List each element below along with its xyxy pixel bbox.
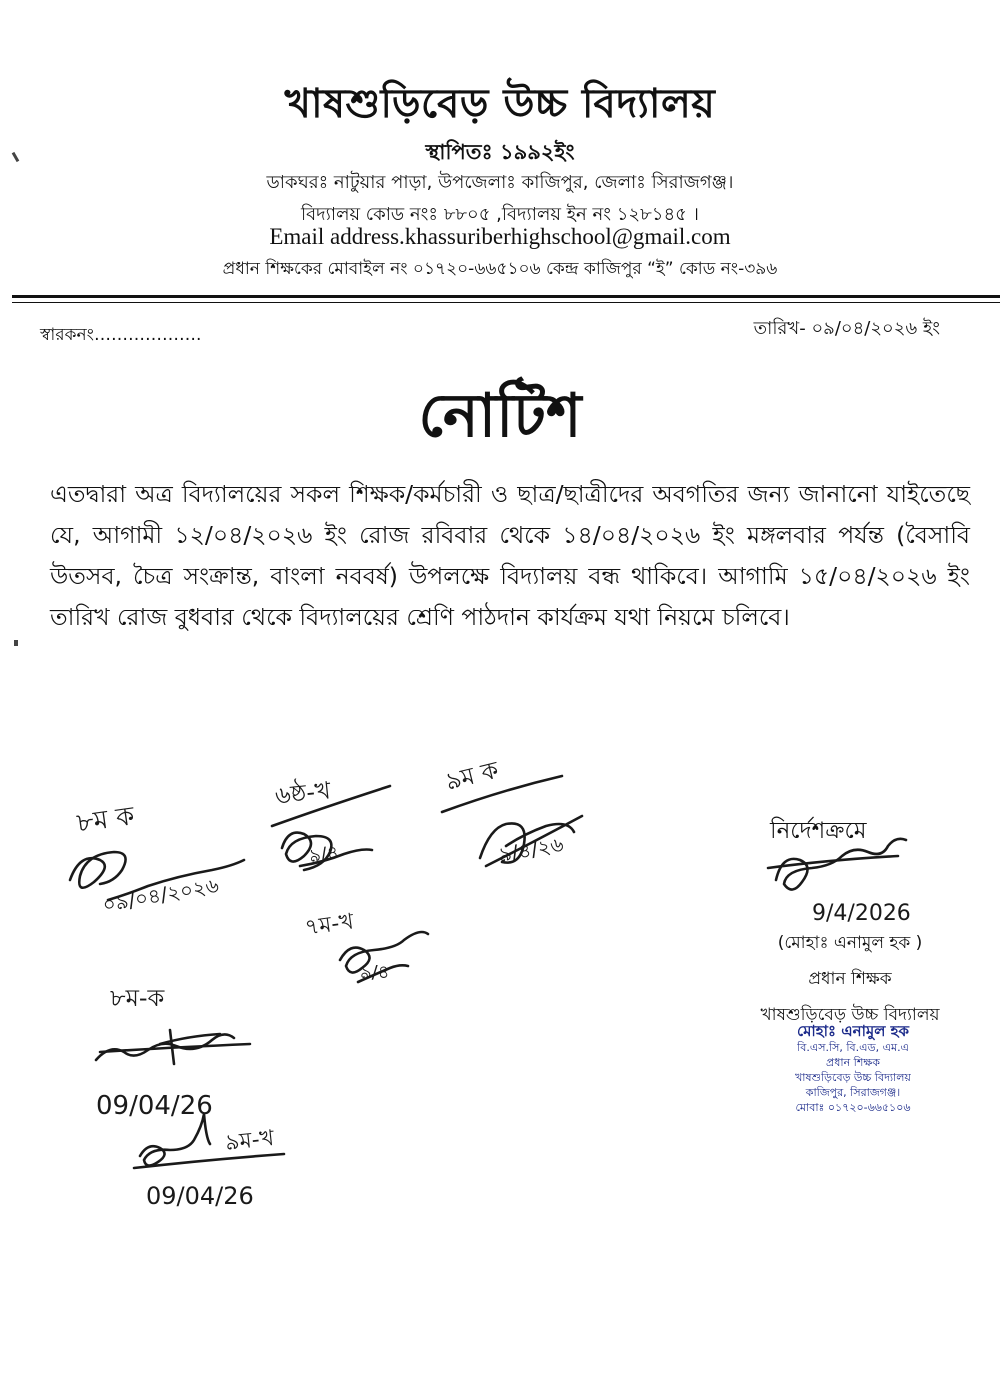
headmaster-signature <box>768 839 911 926</box>
handwritten-note-4: ৭ম-খ <box>303 909 356 941</box>
established-year: স্থাপিতঃ ১৯৯২ইং <box>425 140 575 164</box>
svg-text:৯/৪/২৬: ৯/৪/২৬ <box>496 831 566 867</box>
notice-body: এতদ্বারা অত্র বিদ্যালয়ের সকল শিক্ষক/কর্মচারী ও ছাত্র/ছাত্রীদের অবগতির জন্য জানানো যাইতেছে যে, আগামী ১২/০৪/২০২৬ ইং রোজ রবিবার থেকে ১৪/০৪/২০২৬ ইং মঙ্গলবার পর্যন্ত (বৈসাবি উতসব, চৈত্র সংক্রান্ত, বাংলা নববর্ষ) উপলক্ষে বিদ্যালয় বন্ধ থাকিবে। আগামি ১৫/০৪/২০২৬ ইং তারিখ রোজ বুধবার থেকে বিদ্যালয়ের শ্রেণি পাঠদান কার্যক্রম যথা নিয়মে চলিবে। <box>50 480 970 631</box>
svg-text:০৯/০৪/২০২৬: ০৯/০৪/২০২৬ <box>100 872 221 917</box>
handwritten-note-1: ৮ম ক <box>74 801 137 839</box>
svg-text:৯/৪: ৯/৪ <box>360 962 390 983</box>
signatory-title: প্রধান শিক্ষক <box>808 969 892 989</box>
school-codes: বিদ্যালয় কোড নংঃ ৮৮০৫ ,বিদ্যালয় ইন নং ১২৮১৪৫ । <box>301 204 699 225</box>
school-name: খাষশুড়িবেড় উচ্চ বিদ্যালয় <box>284 81 716 127</box>
teacher-signature-3 <box>442 755 582 866</box>
headmaster-mobile: প্রধান শিক্ষকের মোবাইল নং ০১৭২০-৬৬৫১০৬ কেন্দ্র কাজিপুর “ই” কোড নং-৩৯৬ <box>222 259 778 279</box>
headmaster-date: 9/4/2026 <box>812 901 911 926</box>
handwritten-date-2: 09/04/26 <box>146 1182 254 1210</box>
teacher-signature-4 <box>303 909 428 983</box>
handwritten-note-2: ৬ষ্ঠ-খ <box>273 776 332 810</box>
signatory-school: খাষশুড়িবেড় উচ্চ বিদ্যালয় <box>760 1005 940 1025</box>
teacher-signature-1 <box>70 801 244 917</box>
school-address: ডাকঘরঃ নাটুয়ার পাড়া, উপজেলাঃ কাজিপুর, জেলাঃ সিরাজগঞ্জ। <box>266 172 734 193</box>
handwritten-note-3: ৯ম ক <box>442 755 502 796</box>
seal-phone: মোবাঃ ০১৭২০-৬৬৫১০৬ <box>795 1101 911 1114</box>
handwritten-date-1: 09/04/26 <box>96 1091 213 1121</box>
teacher-signature-5 <box>96 984 250 1121</box>
memo-number: স্বারকনং………………. <box>40 325 202 345</box>
seal-name: মোহাঃ এনামুল হক <box>796 1022 910 1040</box>
notice-date: তারিখ- ০৯/০৪/২০২৬ ইং <box>753 318 940 339</box>
handwritten-note-5: ৮ম-ক <box>110 984 165 1012</box>
seal-location: কাজিপুর, সিরাজগঞ্জ। <box>805 1086 901 1099</box>
teacher-signature-6 <box>134 1114 284 1210</box>
handwritten-note-6: ৯ম-খ <box>224 1125 276 1156</box>
seal-school: খাষশুড়িবেড় উচ্চ বিদ্যালয় <box>795 1071 911 1084</box>
seal-degrees: বি.এস.সি, বি.এড, এম.এ <box>797 1041 909 1054</box>
school-email: Email address.khassuriberhighschool@gmail.com <box>269 224 731 249</box>
svg-text:৯/৪: ৯/৪ <box>307 842 340 867</box>
signatory-name: (মোহাঃ এনামুল হক ) <box>777 933 923 953</box>
teacher-signature-2 <box>272 775 390 870</box>
notice-title: নোটিশ <box>418 381 582 451</box>
by-order-label: নির্দেশক্রমে <box>770 818 867 844</box>
seal-title: প্রধান শিক্ষক <box>826 1056 880 1069</box>
